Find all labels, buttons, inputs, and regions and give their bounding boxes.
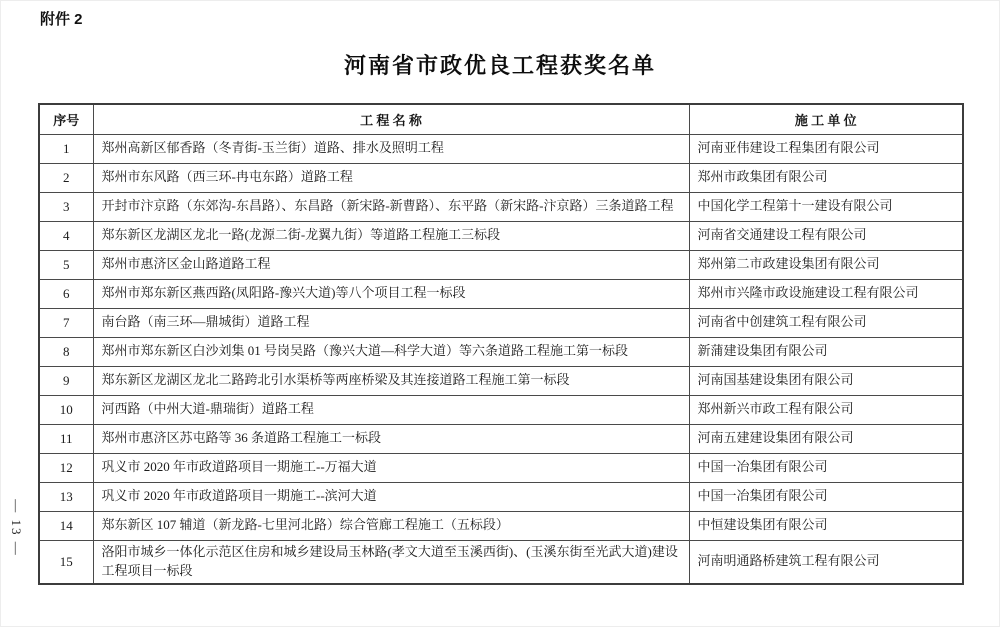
- row-unit: 河南明通路桥建筑工程有限公司: [689, 540, 963, 584]
- row-serial: 7: [39, 308, 93, 337]
- header-project-name: 工 程 名 称: [93, 104, 689, 134]
- row-unit: 中国一冶集团有限公司: [689, 453, 963, 482]
- attachment-label: 附件 2: [40, 11, 83, 28]
- row-project: 郑州市东风路（西三环-冉屯东路）道路工程: [93, 163, 689, 192]
- row-unit: 中恒建设集团有限公司: [689, 511, 963, 540]
- row-serial: 10: [39, 395, 93, 424]
- table-row: [39, 192, 963, 221]
- row-serial: 8: [39, 337, 93, 366]
- row-project: 郑州市郑东新区白沙刘集 01 号岗吴路（豫兴大道—科学大道）等六条道路工程施工第一标段: [93, 337, 689, 366]
- row-serial: 11: [39, 424, 93, 453]
- page-title: 河南省市政优良工程获奖名单: [343, 53, 656, 78]
- award-table: [38, 103, 964, 585]
- row-serial: 12: [39, 453, 93, 482]
- table-row: [39, 540, 963, 584]
- row-project: 郑州高新区郁香路（冬青街-玉兰街）道路、排水及照明工程: [93, 134, 689, 163]
- row-serial: 4: [39, 221, 93, 250]
- row-serial: 9: [39, 366, 93, 395]
- row-project: 南台路（南三环—鼎城街）道路工程: [93, 308, 689, 337]
- row-unit: 郑州市政集团有限公司: [689, 163, 963, 192]
- row-project: 开封市汴京路（东郊沟-东昌路）、东昌路（新宋路-新曹路）、东平路（新宋路-汴京路）三条道路工程: [93, 192, 689, 221]
- table-row: [39, 482, 963, 511]
- row-unit: 中国化学工程第十一建设有限公司: [689, 192, 963, 221]
- row-project: 郑东新区 107 辅道（新龙路-七里河北路）综合管廊工程施工（五标段）: [93, 511, 689, 540]
- row-serial: 3: [39, 192, 93, 221]
- row-unit: 河南省中创建筑工程有限公司: [689, 308, 963, 337]
- table-row: [39, 453, 963, 482]
- row-project: 郑州市惠济区金山路道路工程: [93, 250, 689, 279]
- table-row: [39, 250, 963, 279]
- row-unit: 河南省交通建设工程有限公司: [689, 221, 963, 250]
- header-construction-unit: 施 工 单 位: [689, 104, 963, 134]
- header-serial-number: 序号: [39, 104, 93, 134]
- row-unit: 郑州第二市政建设集团有限公司: [689, 250, 963, 279]
- row-unit: 河南五建建设集团有限公司: [689, 424, 963, 453]
- table-row: [39, 279, 963, 308]
- row-unit: 中国一冶集团有限公司: [689, 482, 963, 511]
- row-unit: 郑州新兴市政工程有限公司: [689, 395, 963, 424]
- row-project: 郑州市郑东新区燕西路(凤阳路-豫兴大道)等八个项目工程一标段: [93, 279, 689, 308]
- row-unit: 郑州市兴隆市政设施建设工程有限公司: [689, 279, 963, 308]
- table-row: [39, 163, 963, 192]
- row-serial: 15: [39, 540, 93, 584]
- table-row: [39, 221, 963, 250]
- row-serial: 14: [39, 511, 93, 540]
- page-number: — 13 —: [9, 499, 24, 557]
- row-unit: 河南亚伟建设工程集团有限公司: [689, 134, 963, 163]
- row-serial: 13: [39, 482, 93, 511]
- row-project: 郑州市惠济区苏屯路等 36 条道路工程施工一标段: [93, 424, 689, 453]
- table-header-row: [39, 104, 963, 134]
- row-project: 巩义市 2020 年市政道路项目一期施工--万福大道: [93, 453, 689, 482]
- row-project: 洛阳市城乡一体化示范区住房和城乡建设局玉林路(孝文大道至玉溪西街)、(玉溪东街至光武大道)建设工程项目一标段: [93, 540, 689, 584]
- row-serial: 2: [39, 163, 93, 192]
- row-project: 河西路（中州大道-鼎瑞街）道路工程: [93, 395, 689, 424]
- row-unit: 新蒲建设集团有限公司: [689, 337, 963, 366]
- table-row: [39, 424, 963, 453]
- table-row: [39, 337, 963, 366]
- row-project: 巩义市 2020 年市政道路项目一期施工--滨河大道: [93, 482, 689, 511]
- table-row: [39, 134, 963, 163]
- row-project: 郑东新区龙湖区龙北一路(龙源二街-龙翼九街）等道路工程施工三标段: [93, 221, 689, 250]
- table-row: [39, 366, 963, 395]
- row-serial: 1: [39, 134, 93, 163]
- table-row: [39, 308, 963, 337]
- table-row: [39, 511, 963, 540]
- row-unit: 河南国基建设集团有限公司: [689, 366, 963, 395]
- row-serial: 5: [39, 250, 93, 279]
- row-serial: 6: [39, 279, 93, 308]
- row-project: 郑东新区龙湖区龙北二路跨北引水渠桥等两座桥梁及其连接道路工程施工第一标段: [93, 366, 689, 395]
- table-row: [39, 395, 963, 424]
